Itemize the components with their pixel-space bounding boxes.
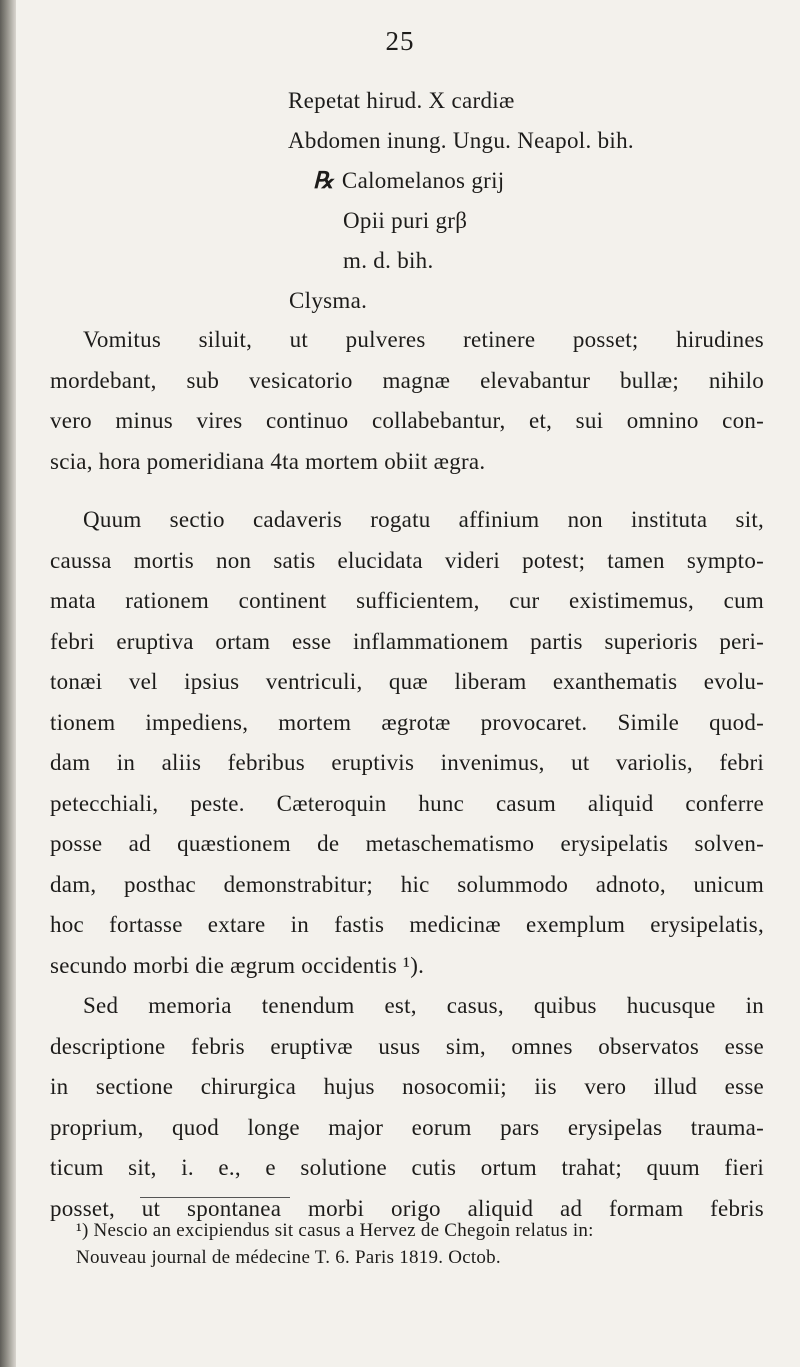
text-line: febri eruptiva ortam esse inflammationem partis superioris peri- bbox=[50, 628, 764, 654]
page-number: 25 bbox=[385, 26, 415, 56]
paragraph-sectio bbox=[50, 500, 764, 1229]
text-line: Vomitus siluit, ut pulveres retinere posset; hirudines bbox=[83, 327, 764, 352]
prescription-line: Repetat hirud. X cardiæ bbox=[288, 88, 515, 113]
text-line: ticum sit, i. e., e solutione cutis ortum trahat; quum fieri bbox=[50, 1155, 764, 1180]
text-line: descriptione febris eruptivæ usus sim, omnes observatos esse bbox=[50, 1033, 764, 1059]
prescription-line: Abdomen inung. Ungu. Neapol. bih. bbox=[288, 128, 634, 153]
text-line: tionem impediens, mortem ægrotæ provocaret. Simile quod- bbox=[50, 709, 764, 735]
text-line: posse ad quæstionem de metaschematismo erysipelatis solven- bbox=[50, 831, 764, 856]
footnote bbox=[76, 1217, 766, 1271]
text-line: scia, hora pomeridiana 4ta mortem obiit ægra. bbox=[50, 448, 486, 474]
text-line: mata rationem continent sufficientem, cur existimemus, cum bbox=[50, 588, 764, 613]
footnote-line: Nouveau journal de médecine T. 6. Paris 1819. Octob. bbox=[76, 1247, 501, 1268]
text-line: vero minus vires continuo collabebantur, et, sui omnino con- bbox=[50, 408, 764, 433]
footnote-divider bbox=[140, 1197, 290, 1198]
text-line: dam in aliis febribus eruptivis invenimus, ut variolis, febri bbox=[50, 750, 764, 775]
prescription-text: Calomelanos grij bbox=[341, 168, 505, 193]
paragraph-vomitus bbox=[50, 320, 764, 482]
text-line: caussa mortis non satis elucidata videri potest; tamen sympto- bbox=[50, 547, 764, 573]
text-line: Sed memoria tenendum est, casus, quibus hucusque in bbox=[83, 993, 764, 1018]
prescription-line: Clysma. bbox=[289, 288, 368, 313]
text-line: tonæi vel ipsius ventriculi, quæ liberam exanthematis evolu- bbox=[50, 669, 764, 694]
text-line: in sectione chirurgica hujus nosocomii; iis vero illud esse bbox=[50, 1074, 764, 1099]
prescription-line: Opii puri grβ bbox=[343, 208, 468, 233]
footnote-line: ¹) Nescio an excipiendus sit casus a Hervez de Chegoin relatus in: bbox=[76, 1220, 594, 1241]
book-spine-shadow bbox=[0, 0, 16, 1367]
text-line: mordebant, sub vesicatorio magnæ elevabantur bullæ; nihilo bbox=[50, 367, 764, 393]
text-line: Quum sectio cadaveris rogatu affinium non instituta sit, bbox=[83, 507, 764, 532]
text-line: secundo morbi die ægrum occidentis ¹). bbox=[50, 952, 425, 978]
prescription-line: m. d. bih. bbox=[343, 248, 434, 273]
text-line: petecchiali, peste. Cæteroquin hunc casum aliquid conferre bbox=[50, 790, 764, 816]
text-line: posset, ut spontanea morbi origo aliquid ad formam febris bbox=[50, 1195, 764, 1221]
prescription-line bbox=[313, 168, 505, 194]
recipe-symbol-icon: ℞ bbox=[313, 168, 334, 193]
text-line: proprium, quod longe major eorum pars erysipelas trauma- bbox=[50, 1114, 764, 1140]
text-line: hoc fortasse extare in fastis medicinæ exemplum erysipelatis, bbox=[50, 912, 764, 937]
text-line: dam, posthac demonstrabitur; hic solummodo adnoto, unicum bbox=[50, 871, 764, 897]
